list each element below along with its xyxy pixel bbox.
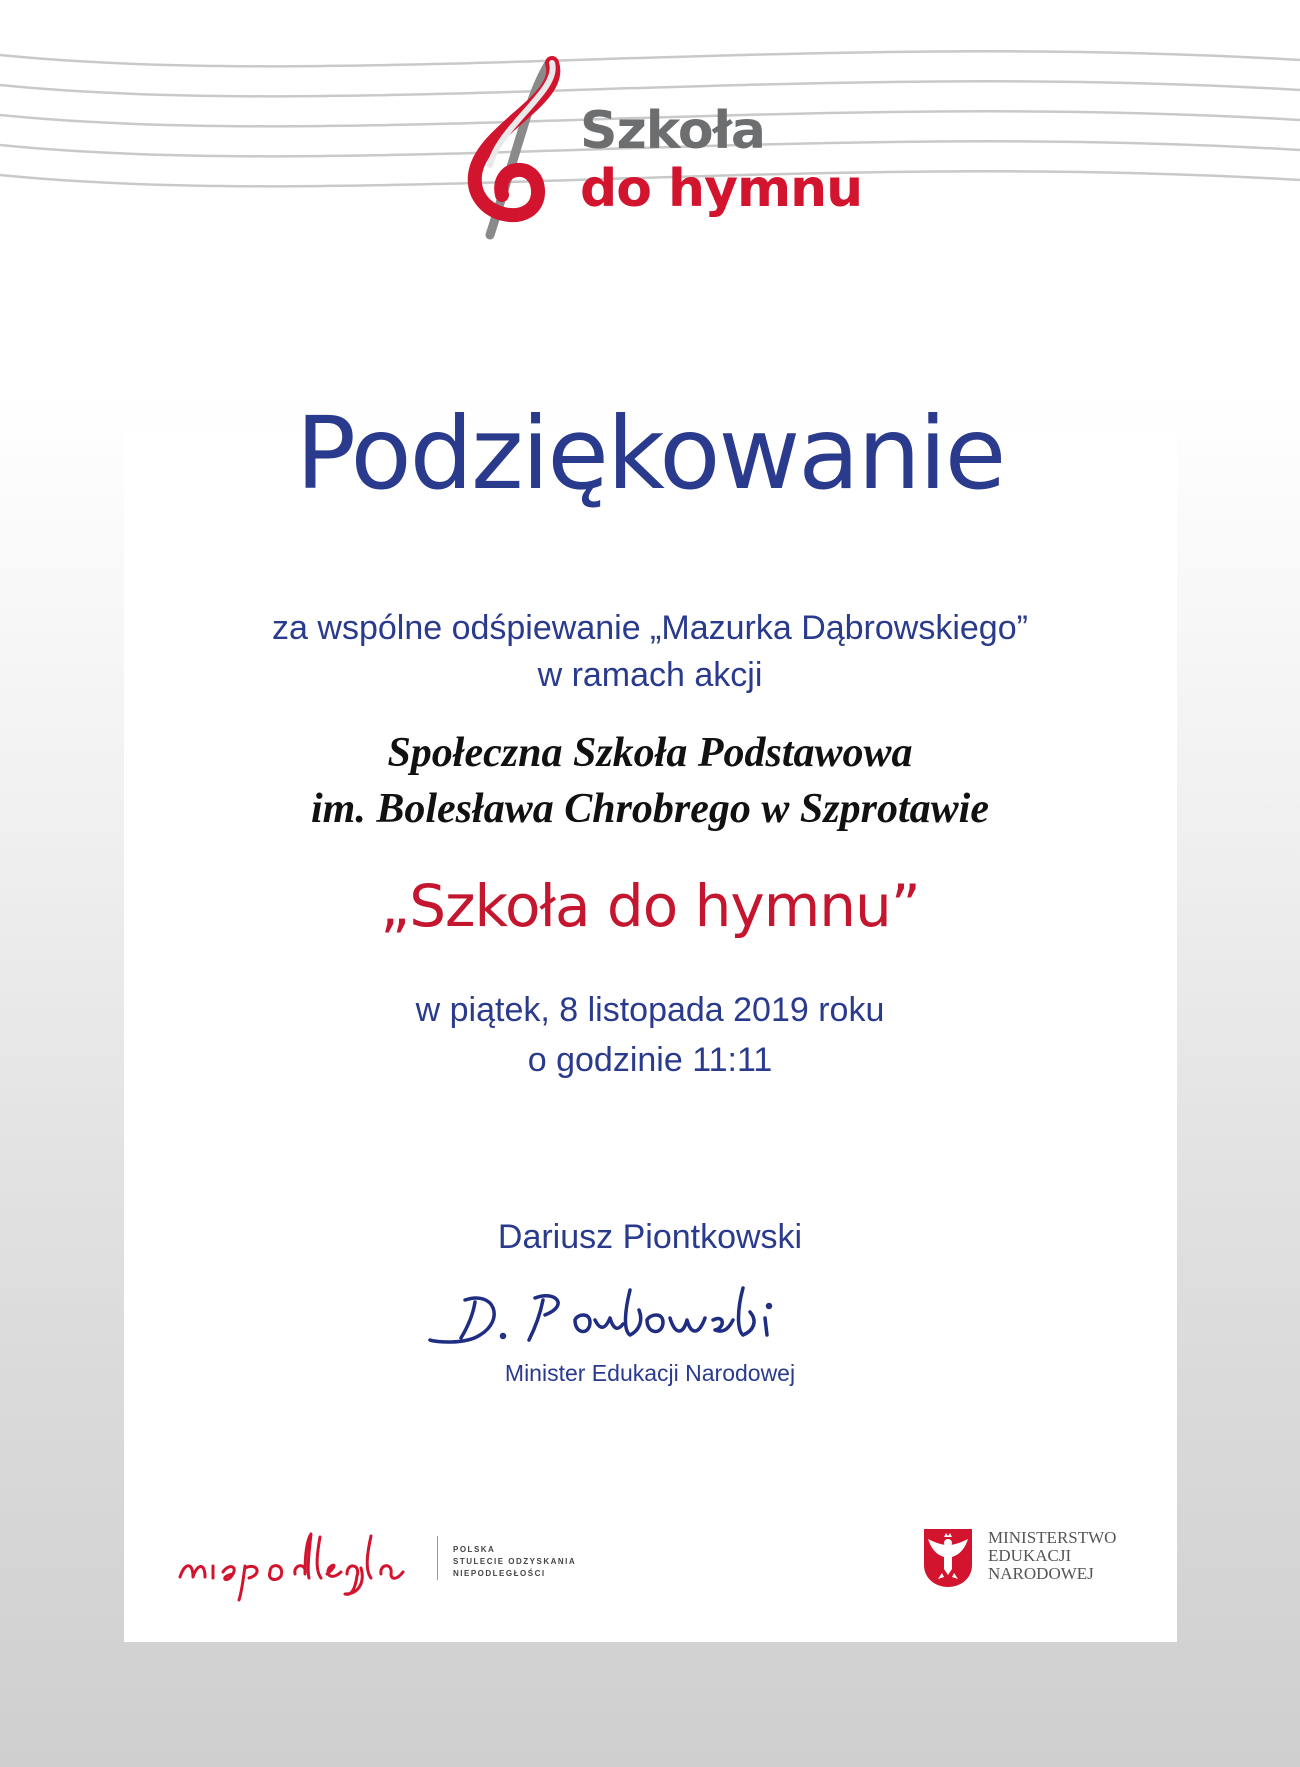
ministry-line-1: MINISTERSTWO: [988, 1528, 1117, 1547]
signer-name: Dariusz Piontkowski: [497, 1218, 803, 1256]
ministry-name: [988, 1529, 1116, 1583]
school-line-1: Społeczna Szkoła Podstawowa: [387, 730, 913, 776]
logo-text-do-hymnu: do hymnu: [580, 159, 863, 219]
ministry-logo: [922, 1527, 1142, 1597]
school-line-2: im. Bolesława Chrobrego w Szprotawie: [311, 786, 989, 832]
certificate-title: Podziękowanie: [295, 395, 1005, 512]
intro-line-2: w ramach akcji: [537, 656, 763, 694]
certificate-intro: [0, 605, 1300, 699]
szkola-do-hymnu-logo: [460, 55, 880, 255]
handwritten-signature: [425, 1280, 865, 1355]
treble-clef-ribbon-icon: [460, 55, 590, 255]
niepodlegla-subtitle: [453, 1544, 576, 1580]
campaign-name: „Szkoła do hymnu”: [380, 872, 920, 940]
signer-role: Minister Edukacji Narodowej: [504, 1360, 796, 1386]
event-date: [0, 985, 1300, 1085]
niepodlegla-logo: [175, 1522, 675, 1602]
logo-text-szkola: Szkoła: [580, 101, 766, 161]
intro-line-1: za wspólne odśpiewanie „Mazurka Dąbrowskiego”: [272, 609, 1028, 647]
niepodlegla-sub-line-2: STULECIE ODZYSKANIA: [453, 1557, 577, 1566]
ministry-line-3: NARODOWEJ: [988, 1564, 1094, 1583]
niepodlegla-sub-line-1: POLSKA: [453, 1545, 496, 1554]
school-name: [0, 725, 1300, 837]
date-line-1: w piątek, 8 listopada 2019 roku: [415, 991, 885, 1029]
niepodlegla-sub-line-3: NIEPODLEGŁOŚCI: [453, 1569, 546, 1578]
white-eagle-emblem-icon: [922, 1527, 974, 1589]
niepodlegla-script-logo: [175, 1522, 425, 1602]
date-line-2: o godzinie 11:11: [527, 1041, 773, 1079]
niepodlegla-divider: [437, 1536, 438, 1580]
ministry-line-2: EDUKACJI: [988, 1546, 1072, 1565]
